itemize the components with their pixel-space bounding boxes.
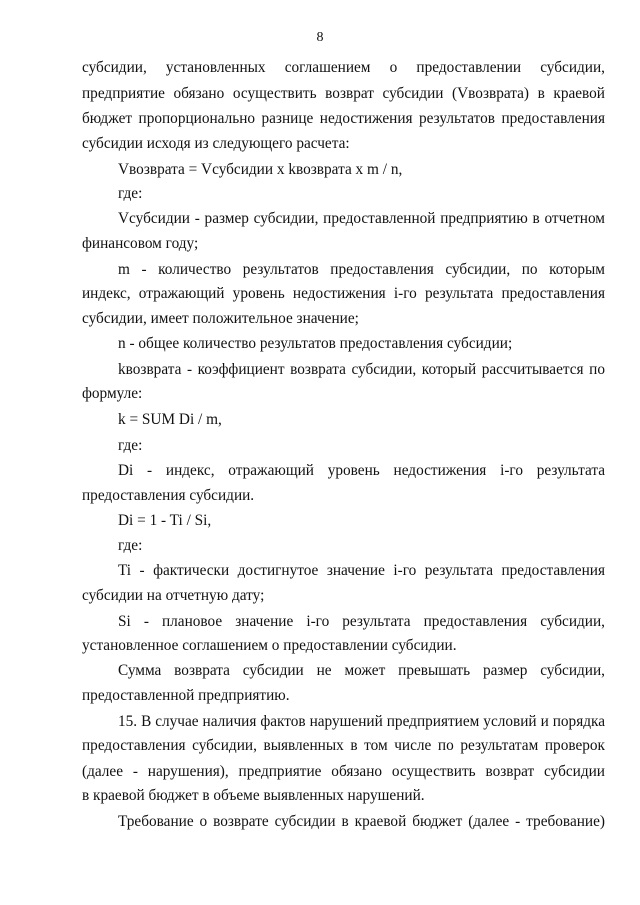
text-line: Сумма возврата субсидии не может превышать размер субсидии,: [118, 662, 605, 679]
text-line: финансовом году;: [82, 235, 199, 252]
text-line: предоставления субсидии.: [82, 487, 255, 504]
text-line: формуле:: [82, 385, 143, 402]
text-line: Требование о возврате субсидии в краевой бюджет (далее - требование): [118, 813, 605, 830]
text-line: kвозврата - коэффициент возврата субсидии, который рассчитывается по: [118, 361, 605, 378]
text-line: Vвозврата = Vсубсидии x kвозврата x m / n,: [118, 161, 403, 178]
text-line: предприятие обязано осуществить возврат субсидии (Vвозврата) в краевой: [82, 85, 605, 102]
text-line: m - количество результатов предоставления субсидии, по которым: [118, 261, 605, 278]
text-line: Ti - фактически достигнутое значение i-го результата предоставления: [118, 562, 605, 579]
text-line: (далее - нарушения), предприятие обязано осуществить возврат субсидии: [82, 763, 605, 780]
text-line: субсидии исходя из следующего расчета:: [82, 135, 350, 152]
text-line: где:: [118, 437, 143, 454]
text-line: субсидии, имеет положительное значение;: [82, 310, 359, 327]
text-line: Di = 1 - Ti / Si,: [118, 512, 212, 529]
page-number: 8: [316, 30, 324, 45]
text-line: 15. В случае наличия фактов нарушений предприятием условий и порядка: [118, 713, 605, 730]
text-line: Vсубсидии - размер субсидии, предоставленной предприятию в отчетном: [118, 210, 605, 227]
text-line: предоставления субсидии, выявленных в том числе по результатам проверок: [82, 737, 605, 754]
text-line: бюджет пропорционально разнице недостижения результатов предоставления: [82, 110, 605, 127]
text-line: Si - плановое значение i-го результата предоставления субсидии,: [118, 613, 605, 630]
text-line: субсидии, установленных соглашением о предоставлении субсидии,: [82, 59, 605, 76]
text-line: k = SUM Di / m,: [118, 411, 222, 428]
text-line: где:: [118, 537, 143, 554]
text-line: индекс, отражающий уровень недостижения i-го результата предоставления: [82, 285, 605, 302]
text-line: установленное соглашением о предоставлении субсидии.: [82, 637, 457, 654]
text-line: субсидии на отчетную дату;: [82, 587, 265, 604]
text-line: в краевой бюджет в объеме выявленных нарушений.: [82, 787, 425, 804]
text-line: Di - индекс, отражающий уровень недостижения i-го результата: [118, 462, 605, 479]
text-line: предоставленной предприятию.: [82, 687, 290, 704]
text-line: n - общее количество результатов предоставления субсидии;: [118, 335, 513, 352]
text-line: где:: [118, 185, 143, 202]
